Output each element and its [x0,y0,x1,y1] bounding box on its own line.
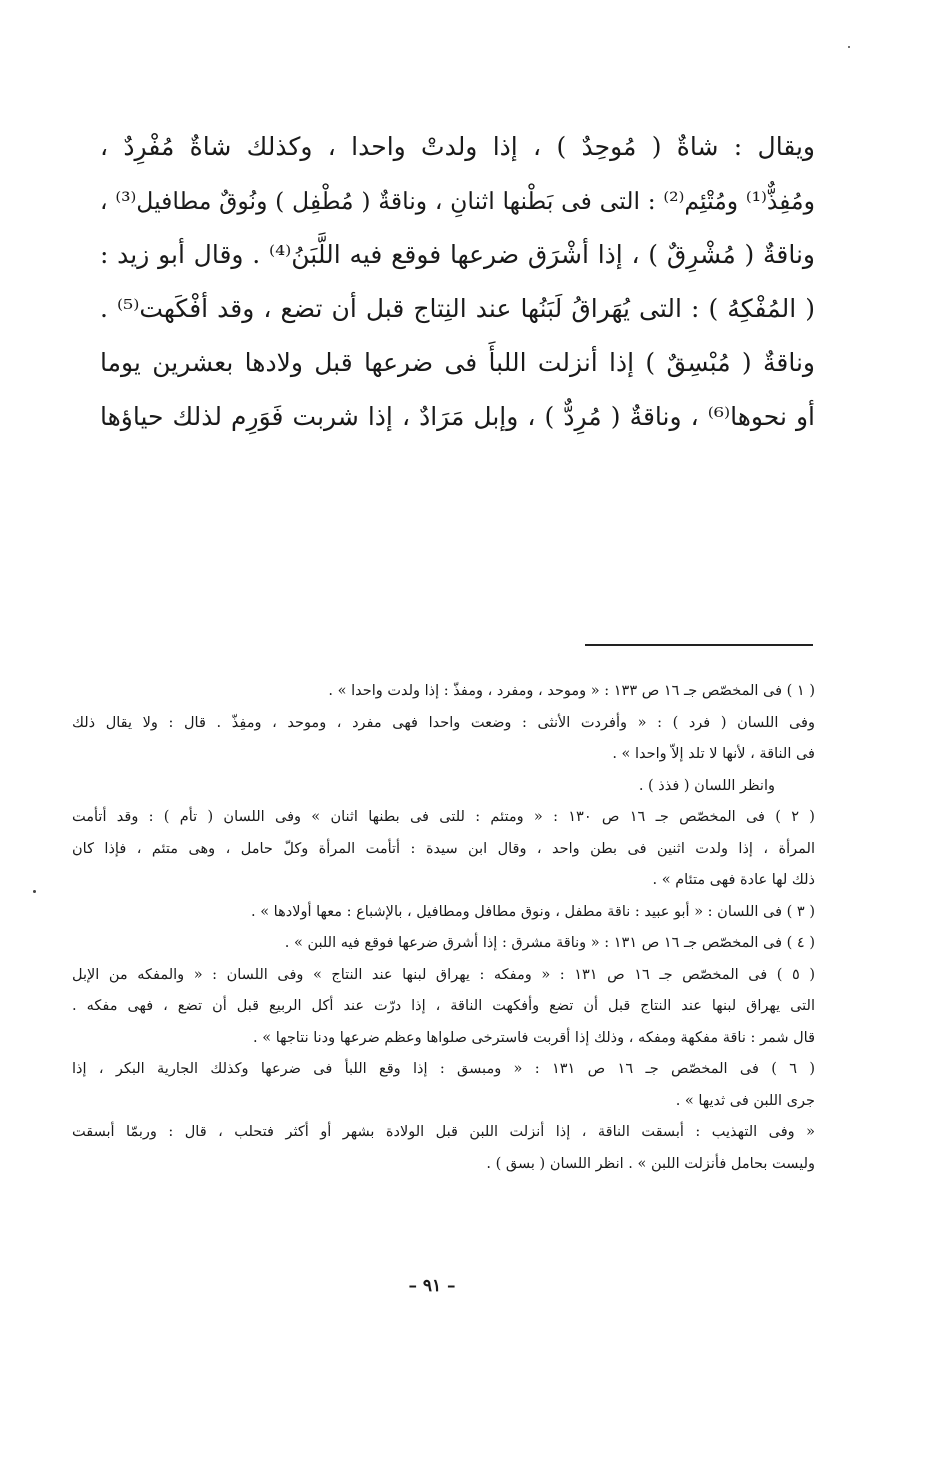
footnote-line: ( ٦ ) فى المخصّص جـ ١٦ ص ١٣١ : « ومبسق : إذا وقع اللبأ فى ضرعها وكذلك الجارية البكر ، إذا [72,1061,815,1077]
main-text-line: وناقةٌ ( مُشْرِقٌ ) ، إذا أشْرَق ضرعها فوقع فيه اللَّبَنُ⁽⁴⁾ . وقال أبو زيد : [100,240,815,269]
footnotes-block [72,676,815,1180]
footnote-line: قال شمر : ناقة مفكهة ومفكه ، وذلك إذا أقربت فاسترخى صلواها وعظم ضرعها ودنا نتاجها » . [253,1029,815,1046]
main-text-line: ويقال : شاةٌ ( مُوحِدٌ ) ، إذا ولدتْ واحدا ، وكذلك شاةٌ مُفْرِدٌ ، [100,132,815,161]
main-text-line: ( المُفْكِهُ ) : التى يُهَراقُ لَبَنُها عند النِتاج قبل أن تضع ، وقد أفْكَهت⁽⁵⁾ . [100,294,815,323]
scan-speck [33,890,36,893]
footnote-line: فى الناقة ، لأنها لا تلد إلاّ واحدا » . [612,746,815,762]
footnote-line: ( ٢ ) فى المخصّص جـ ١٦ ص ١٣٠ : « ومتئم : للتى فى بطنها اثنان » وفى اللسان ( تأم ) : وقد أتأمت [72,809,815,825]
footnote-line: التى يهراق لبنها عند النتاج قبل أن تضع وأفكهت الناقة ، إذا درّت عند أكل الربيع قبل أن تضع ، فهى مفكه . [72,998,815,1014]
footnote-line: جرى اللبن فى ثديها » . [675,1092,815,1109]
footnote-line: « وفى التهذيب : أبسقت الناقة ، إذا أنزلت اللبن قبل الولادة بشهر أو أكثر فتحلب ، قال : وربمّا أبسقت [72,1124,815,1140]
footnote-line: ( ٣ ) فى اللسان : « أبو عبيد : ناقة مطفل ، ونوق مطافل ومطافيل ، بالإشباع : معها أولادها » . [250,903,815,920]
footnote-separator [585,644,813,646]
scan-speck [848,46,850,48]
footnote-line: ذلك لها عادة فهى متئام » . [652,872,815,888]
main-text-line: ومُفِذٌّ⁽¹⁾ ومُتْئِم⁽²⁾ : التى فى بَطْنها اثنانِ ، وناقةٌ ( مُطْفِل ) ونُوقٌ مطافيل⁽³⁾ ، [100,187,815,215]
footnote-line: ( ٤ ) فى المخصّص جـ ١٦ ص ١٣١ : « وناقة مشرق : إذا أشرق ضرعها فوقع فيه اللبن » . [284,935,815,951]
footnote-line: وليست بحامل فأنزلت اللبن » . انظر اللسان ( بسق ) . [486,1155,815,1172]
main-text-line: أو نحوها⁽⁶⁾ ، وناقةٌ ( مُرِدٌّ ) ، وإبل مَرَادٌ ، إذا شربت فَوَرِم لذلك حياؤها [100,402,815,431]
page-number: – ٩١ – [408,1276,456,1296]
footnote-line: المرأة ، إذا ولدت اثنين فى بطن واحد ، وقال ابن سيدة : أتأمت المرأة وكلّ حامل ، وهى متئم ، فإذا كان [72,840,815,857]
main-text-block [100,120,815,444]
footnote-line: ( ٥ ) فى المخصّص جـ ١٦ ص ١٣١ : « ومفكه : يهراق لبنها عند النتاج » وفى اللسان : « والمفكه من الإبل [72,966,815,983]
main-text-line: وناقةٌ ( مُبْسِقٌ ) إذا أنزلت اللبأَ فى ضرعها قبل ولادها بعشرين يوما [100,348,815,377]
footnote-line: ( ١ ) فى المخصّص جـ ١٦ ص ١٣٣ : « وموحد ، ومفرد ، ومفذّ : إذا ولدت واحدا » . [328,683,815,699]
footnote-line: وانظر اللسان ( فذذ ) . [638,777,775,794]
footnote-line: وفى اللسان ( فرد ) : « وأفردت الأنثى : وضعت واحدا فهى مفرد ، وموحد ، ومفِذّ . قال : ولا يقال ذلك [72,714,815,731]
